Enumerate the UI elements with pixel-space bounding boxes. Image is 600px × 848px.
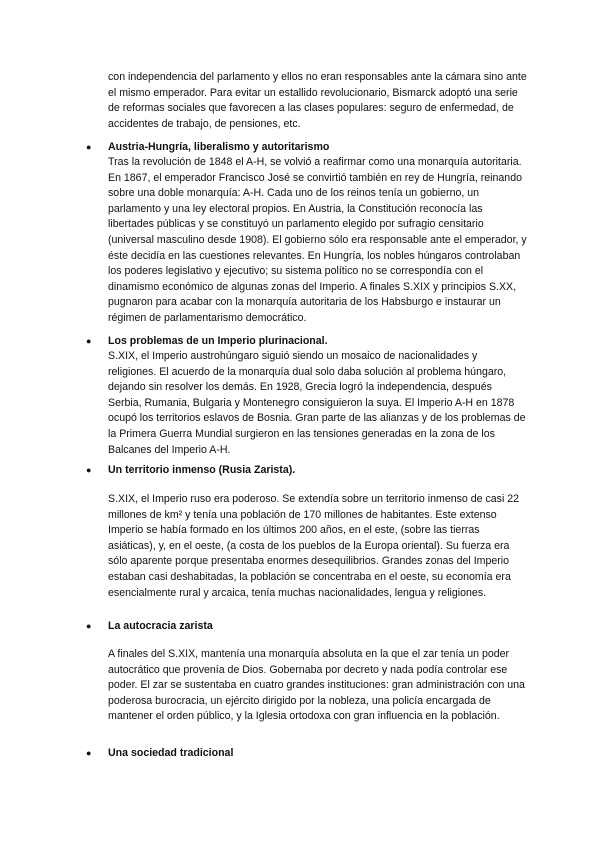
section-body-rusia-zarista: S.XIX, el Imperio ruso era poderoso. Se extendía sobre un territorio inmenso de casi 22 millones de km² y tenía una población de 170 millones de habitantes. Este extenso Imperio se había formado en los últimos 200 años, en el este, (sobre las tierras asiáticas), y, en el oeste, (a costa de los pueblos de la Europa oriental). Su fuerza era sólo aparente porque presentaba enormes desequilibrios. Grandes zonas del Imperio estaban casi deshabitadas, la población se concentraba en el oeste, su economía era esencialmente rural y arcaica, tenía muchas nacionalidades, lengua y religiones. <box>108 493 520 599</box>
bullet-icon: ● <box>86 142 92 152</box>
bullet-icon: ● <box>86 748 92 758</box>
bullet-icon: ● <box>86 621 92 631</box>
section-heading-imperio-plurinacional: Los problemas de un Imperio plurinacional. <box>108 335 328 347</box>
section-heading-rusia-zarista: Un territorio inmenso (Rusia Zarista). <box>108 464 296 476</box>
section-heading-austria-hungria: Austria-Hungría, liberalismo y autoritarismo <box>108 141 330 153</box>
section-body-austria-hungria: Tras la revolución de 1848 el A-H, se volvió a reafirmar como una monarquía autoritaria. En 1867, el emperador Francisco José se convirtió también en rey de Hungría, reinando sobre una doble monarquía: A-H. Cada uno de los reinos tenía un gobierno, un parlamento y una ley electoral propios. En Austria, la Constitución reconocía las libertades públicas y se constituyó un parlamento elegido por sufragio censitario (universal masculino desde 1908). El gobierno sólo era responsable ante el emperador, y éste decidía en las cuestiones relevantes. En Hungría, los nobles húngaros controlaban los poderes legislativo y ejecutivo; su sistema político no se correspondía con el dinamismo económico de algunas zonas del Imperio. A finales S.XIX y principios S.XX, pugnaron para acabar con la monarquía autoritaria de los Habsburgo e instaurar un régimen de parlamentarismo democrático. <box>108 156 527 324</box>
section-body-imperio-plurinacional: S.XIX, el Imperio austrohúngaro siguió siendo un mosaico de nacionalidades y religiones. El acuerdo de la monarquía dual solo daba solución al problema húngaro, dejando sin resolver los demás. En 1928, Grecia logró la independencia, después Serbia, Rumania, Bulgaria y Montenegro consiguieron la suya. El Imperio A-H en 1878 ocupó los territorios eslavos de Bosnia. Gran parte de las alianzas y de los problemas de la Primera Guerra Mundial surgieron en las tensiones generadas en la zona de los Balcanes del Imperio A-H. <box>108 350 526 456</box>
section-body-autocracia-zarista: A finales del S.XIX, mantenía una monarquía absoluta en la que el zar tenía un poder autocrático que provenía de Dios. Gobernaba por decreto y nada podía controlar ese poder. El zar se sustentaba en cuatro grandes instituciones: gran administración con una poderosa burocracia, un ejército dirigido por la nobleza, una policía encargada de mantener el orden público, y la Iglesia ortodoxa con gran influencia en la población. <box>108 648 525 723</box>
intro-paragraph: con independencia del parlamento y ellos no eran responsables ante la cámara sino ante el mismo emperador. Para evitar un estallido revolucionario, Bismarck adoptó una serie de reformas sociales que favorecen a las clases populares: seguro de enfermedad, de accidentes de trabajo, de pensiones, etc. <box>108 71 527 130</box>
bullet-icon: ● <box>86 336 92 346</box>
bullet-icon: ● <box>86 465 92 475</box>
section-heading-autocracia-zarista: La autocracia zarista <box>108 620 213 632</box>
section-heading-sociedad-tradicional: Una sociedad tradicional <box>108 747 234 759</box>
